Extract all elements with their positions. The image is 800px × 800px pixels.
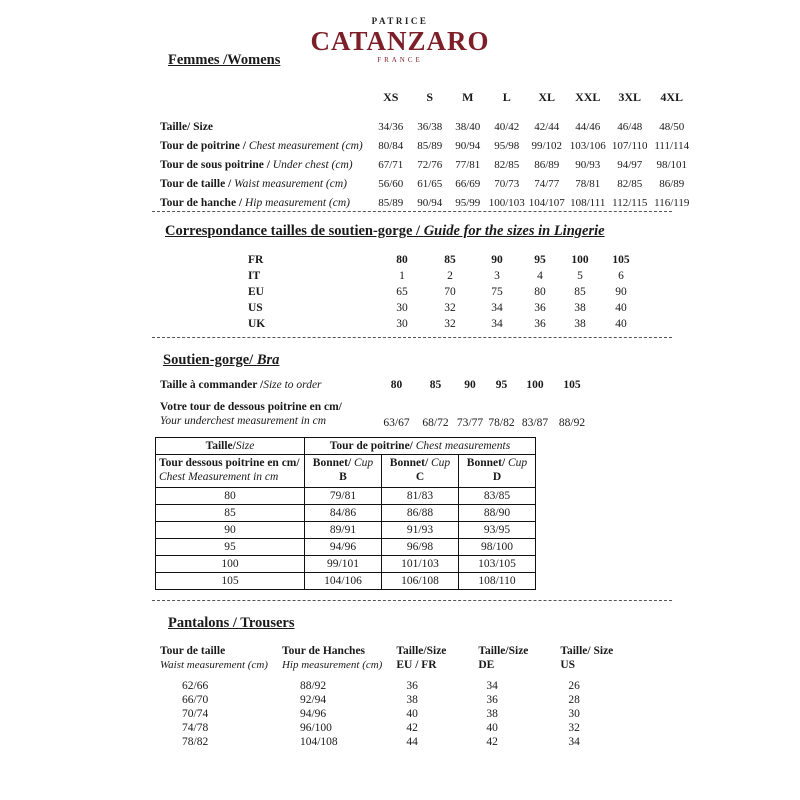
- cell: 1: [399, 270, 405, 282]
- left-label-fr: Tour dessous poitrine en cm/: [159, 457, 300, 469]
- cell: 94/96: [305, 538, 382, 555]
- cell: 81/83: [382, 487, 459, 504]
- cell-size: 85: [156, 504, 305, 521]
- cell-hip: 96/100: [299, 722, 332, 735]
- row-label-fr: Tour de taille /: [160, 178, 232, 190]
- cell: 32: [444, 318, 456, 330]
- cell: 85: [444, 254, 456, 266]
- row-label-us: US: [248, 302, 263, 314]
- bra-title-fr: Soutien-gorge/: [163, 352, 257, 368]
- trousers-section-title: Pantalons / Trousers: [168, 615, 295, 631]
- womens-section-title-wrap: [168, 52, 280, 69]
- table-row: [160, 735, 642, 749]
- cell: 100: [571, 254, 589, 266]
- trousers-table: [160, 643, 642, 749]
- cell: 84/86: [305, 504, 382, 521]
- table-header-row: [160, 90, 693, 114]
- cell: 116/119: [654, 197, 690, 209]
- bra-section-title: [163, 352, 279, 369]
- cell: 40: [615, 318, 627, 330]
- cell: 107/110: [611, 140, 648, 152]
- cell: 90/94: [455, 140, 481, 152]
- table-row: [160, 392, 591, 430]
- header-waist: [160, 643, 282, 679]
- cell: 66/69: [455, 178, 481, 190]
- row-label-fr: Tour de hanche /: [160, 197, 243, 209]
- cell: 80: [396, 254, 408, 266]
- table-row: [160, 378, 591, 392]
- cell-size: 90: [156, 521, 305, 538]
- cell: 85/89: [378, 197, 404, 209]
- cell: 38/40: [455, 121, 481, 133]
- cell-waist: 70/74: [182, 708, 209, 721]
- divider-1: [152, 211, 672, 212]
- cell-hip: 104/108: [299, 736, 338, 749]
- header-size-en: Size: [235, 440, 255, 452]
- womens-section-title: Femmes /Womens: [168, 52, 281, 68]
- cell: 78/82: [488, 416, 515, 429]
- row-label-size-to-order: [160, 378, 376, 392]
- cell: 90: [615, 286, 627, 298]
- header-size: [156, 438, 305, 455]
- cell: 85: [429, 379, 442, 391]
- cell: 93/95: [459, 521, 536, 538]
- cup-letter: C: [415, 470, 425, 483]
- cell: 90: [464, 379, 476, 391]
- col-head-4xl: 4XL: [660, 90, 684, 104]
- label-fr: Taille à commander /: [160, 379, 264, 391]
- cell: 78/81: [575, 178, 601, 190]
- cell: 96/98: [382, 538, 459, 555]
- table-row: [160, 190, 693, 209]
- lingerie-title-fr: Correspondance tailles de soutien-gorge /: [165, 223, 424, 239]
- cell: 48/50: [659, 121, 685, 133]
- cell: 6: [618, 270, 624, 282]
- cup-grid-wrap: [155, 437, 536, 590]
- cell: 90: [491, 254, 503, 266]
- row-label-en: Waist measurement (cm): [234, 178, 347, 190]
- lingerie-section-title: [165, 223, 605, 240]
- cell: 85: [574, 286, 586, 298]
- header-cup-b: [305, 455, 382, 488]
- cup-measurements-table: [155, 437, 536, 590]
- cell: 34/36: [378, 121, 404, 133]
- header-fr: Taille/ Size: [560, 645, 614, 657]
- cell-size: 105: [156, 572, 305, 589]
- cell: 100/103: [488, 197, 525, 209]
- header-hip: [282, 643, 396, 679]
- row-label-hip: [160, 190, 371, 209]
- table-row: [160, 114, 693, 133]
- cell: 65: [396, 286, 408, 298]
- table-row: [160, 133, 693, 152]
- cell: 44/46: [575, 121, 601, 133]
- table-row: [156, 504, 536, 521]
- cell: 86/88: [382, 504, 459, 521]
- cell-eu: 44: [406, 736, 418, 749]
- cell: 111/114: [654, 140, 690, 152]
- header-fr: Tour de taille: [160, 645, 226, 657]
- cell-size: 80: [156, 487, 305, 504]
- header-cup-d: [459, 455, 536, 488]
- header-de: [478, 643, 560, 679]
- cell-us: 28: [568, 694, 580, 707]
- row-label-waist: [160, 171, 371, 190]
- cup-fr: Bonnet/: [389, 457, 432, 469]
- cell: 46/48: [617, 121, 643, 133]
- cell: 105: [612, 254, 630, 266]
- cell: 103/106: [569, 140, 606, 152]
- row-label-en: Chest measurement (cm): [248, 140, 363, 152]
- divider-3: [152, 600, 672, 601]
- cell: 99/102: [531, 140, 563, 152]
- row-label-en: Under chest (cm): [272, 159, 353, 171]
- cell: 80: [534, 286, 546, 298]
- cup-fr: Bonnet/: [466, 457, 509, 469]
- cell: 98/101: [656, 159, 688, 171]
- header-eu: [396, 643, 478, 679]
- womens-measurements-table: [160, 90, 693, 209]
- table-row: [156, 487, 536, 504]
- cell: 63/67: [383, 416, 410, 429]
- label-fr: Votre tour de dessous poitrine en cm/: [160, 401, 342, 413]
- trousers-title-wrap: [168, 615, 295, 632]
- cell: 5: [577, 270, 583, 282]
- row-label-chest: [160, 133, 371, 152]
- cell: 77/81: [455, 159, 481, 171]
- cell: 108/111: [570, 197, 606, 209]
- cell: 80/84: [378, 140, 404, 152]
- table-row: [156, 555, 536, 572]
- header-size-fr: Taille/: [205, 440, 236, 452]
- cell: 105: [563, 379, 581, 391]
- cell: 88/90: [459, 504, 536, 521]
- cell-us: 34: [568, 736, 580, 749]
- cell: 85/89: [417, 140, 443, 152]
- cell-de: 34: [486, 680, 498, 693]
- col-head-xs: XS: [383, 90, 399, 104]
- cell: 99/101: [305, 555, 382, 572]
- table-row: [156, 572, 536, 589]
- row-label-underchest: [160, 152, 371, 171]
- label-en: Your underchest measurement in cm: [160, 415, 327, 428]
- cell-de: 42: [486, 736, 498, 749]
- table-header-row: [156, 438, 536, 455]
- cell: 108/110: [459, 572, 536, 589]
- cell: 86/89: [659, 178, 685, 190]
- cell-hip: 88/92: [299, 680, 327, 693]
- label-en: Size to order: [263, 379, 322, 391]
- col-head-l: L: [502, 90, 511, 104]
- cell: 34: [491, 318, 503, 330]
- table-row: [156, 521, 536, 538]
- table-row: [160, 679, 642, 693]
- header-fr: Tour de Hanches: [281, 645, 366, 657]
- table-row: [248, 284, 642, 300]
- row-label-en: Hip measurement (cm): [245, 197, 350, 209]
- col-head-s: S: [426, 90, 434, 104]
- womens-table-wrap: [160, 90, 693, 209]
- bra-order-wrap: [160, 378, 591, 430]
- cell-de: 36: [486, 694, 498, 707]
- row-label-fr: FR: [248, 254, 264, 266]
- header-en: Waist measurement (cm): [160, 659, 268, 672]
- cell: 82/85: [494, 159, 520, 171]
- cell: 4: [537, 270, 543, 282]
- cell: 83/87: [521, 416, 549, 429]
- row-label-underchest: [160, 392, 376, 430]
- cell: 61/65: [417, 178, 443, 190]
- lingerie-table-wrap: [248, 252, 642, 332]
- table-row: [160, 707, 642, 721]
- cell: 95: [534, 254, 546, 266]
- row-label-fr: Tour de sous poitrine /: [160, 159, 270, 171]
- cell: 30: [396, 318, 408, 330]
- cell-us: 26: [568, 680, 580, 693]
- header-en: DE: [478, 659, 495, 672]
- bra-title-en: Bra: [256, 352, 280, 368]
- row-label-uk: UK: [248, 318, 266, 330]
- header-en: Hip measurement (cm): [281, 659, 383, 672]
- cup-en: Cup: [508, 457, 528, 469]
- cell: 95/99: [455, 197, 481, 209]
- cell: 91/93: [382, 521, 459, 538]
- header-en: EU / FR: [396, 659, 437, 672]
- cell: 80: [390, 379, 403, 391]
- cup-en: Cup: [431, 457, 451, 469]
- brand-header: [0, 0, 800, 64]
- cell: 3: [494, 270, 500, 282]
- header-cup-c: [382, 455, 459, 488]
- cell: 38: [574, 302, 586, 314]
- col-head-m: M: [462, 90, 474, 104]
- lingerie-correspondence-table: [248, 252, 642, 332]
- cell-size: 100: [156, 555, 305, 572]
- cell: 103/105: [459, 555, 536, 572]
- cell: 40/42: [494, 121, 520, 133]
- cell: 74/77: [534, 178, 560, 190]
- cell-waist: 78/82: [182, 736, 209, 749]
- cell: 30: [396, 302, 408, 314]
- cell-eu: 36: [406, 680, 418, 693]
- cell: 72/76: [417, 159, 443, 171]
- cell: 98/100: [459, 538, 536, 555]
- lingerie-title-en: Guide for the sizes in Lingerie: [423, 223, 605, 239]
- cell: 70: [444, 286, 456, 298]
- header-us: [560, 643, 642, 679]
- table-row: [248, 252, 642, 268]
- cell: 73/77: [456, 416, 484, 429]
- header-chest: [305, 438, 536, 455]
- row-label-eu: EU: [248, 286, 264, 298]
- lingerie-title-wrap: [165, 223, 605, 240]
- cell-de: 38: [486, 708, 498, 721]
- table-row: [160, 171, 693, 190]
- cup-fr: Bonnet/: [312, 457, 355, 469]
- table-row: [248, 316, 642, 332]
- cell-hip: 92/94: [299, 694, 327, 707]
- trousers-table-wrap: [160, 643, 642, 749]
- row-label-fr: Tour de poitrine /: [160, 140, 246, 152]
- cup-en: Cup: [354, 457, 374, 469]
- cell: 90/94: [417, 197, 443, 209]
- cell: 40: [615, 302, 627, 314]
- col-head-3xl: 3XL: [618, 90, 642, 104]
- table-row: [160, 721, 642, 735]
- cell: 75: [491, 286, 503, 298]
- brand-top-text: PATRICE: [371, 16, 429, 26]
- cell-hip: 94/96: [299, 708, 327, 721]
- header-en: US: [560, 659, 576, 672]
- cell: 89/91: [305, 521, 382, 538]
- brand-country: FRANCE: [377, 56, 423, 65]
- cell: 38: [574, 318, 586, 330]
- cell: 32: [444, 302, 456, 314]
- cell: 90/93: [575, 159, 601, 171]
- cell: 56/60: [378, 178, 404, 190]
- cup-letter: B: [339, 470, 347, 483]
- col-head-xl: XL: [538, 90, 556, 104]
- table-row: [248, 268, 642, 284]
- cell: 82/85: [617, 178, 643, 190]
- cell-de: 40: [486, 722, 498, 735]
- cell: 104/107: [528, 197, 565, 209]
- cup-letter: D: [492, 470, 502, 483]
- cell-size: 95: [156, 538, 305, 555]
- bra-order-table: [160, 378, 591, 430]
- header-fr: Taille/Size: [478, 645, 529, 657]
- cell: 100: [526, 379, 544, 391]
- cell: 67/71: [378, 159, 404, 171]
- cell-us: 30: [568, 708, 580, 721]
- cell: 79/81: [305, 487, 382, 504]
- brand-name: CATANZARO: [310, 26, 490, 56]
- table-header-row: [160, 643, 642, 679]
- divider-2: [152, 337, 672, 338]
- header-fr: Taille/Size: [396, 645, 447, 657]
- cell: 95/98: [494, 140, 520, 152]
- table-header-row: [156, 455, 536, 488]
- row-label-fr: Taille/ Size: [160, 121, 213, 133]
- row-label-size: [160, 114, 371, 133]
- cell-waist: 62/66: [182, 680, 209, 693]
- cell: 101/103: [382, 555, 459, 572]
- header-chest-en: Chest measurements: [415, 440, 511, 452]
- table-row: [160, 152, 693, 171]
- cell: 104/106: [305, 572, 382, 589]
- cell: 86/89: [534, 159, 560, 171]
- cell: 70/73: [494, 178, 520, 190]
- cell: 83/85: [459, 487, 536, 504]
- cell: 112/115: [612, 197, 648, 209]
- header-left-label: [156, 455, 305, 488]
- bra-title-wrap: [163, 352, 279, 369]
- table-row: [160, 693, 642, 707]
- cell: 95: [495, 379, 508, 391]
- cell: 36/38: [417, 121, 443, 133]
- cell: 68/72: [422, 416, 449, 429]
- cell: 2: [447, 270, 453, 282]
- header-chest-fr: Tour de poitrine/: [329, 440, 416, 452]
- left-label-en: Chest Measurement in cm: [159, 470, 279, 483]
- cell: 36: [534, 318, 546, 330]
- cell-us: 32: [568, 722, 580, 735]
- cell-waist: 74/78: [182, 722, 209, 735]
- cell: 94/97: [617, 159, 643, 171]
- cell-eu: 42: [406, 722, 418, 735]
- cell: 34: [491, 302, 503, 314]
- table-row: [248, 300, 642, 316]
- cell: 36: [534, 302, 546, 314]
- cell-waist: 66/70: [182, 694, 209, 707]
- table-row: [156, 538, 536, 555]
- cell: 42/44: [534, 121, 560, 133]
- cell: 88/92: [558, 416, 586, 429]
- cell-eu: 38: [406, 694, 418, 707]
- cell: 106/108: [382, 572, 459, 589]
- col-head-xxl: XXL: [575, 90, 601, 104]
- row-label-it: IT: [248, 270, 261, 282]
- cell-eu: 40: [406, 708, 418, 721]
